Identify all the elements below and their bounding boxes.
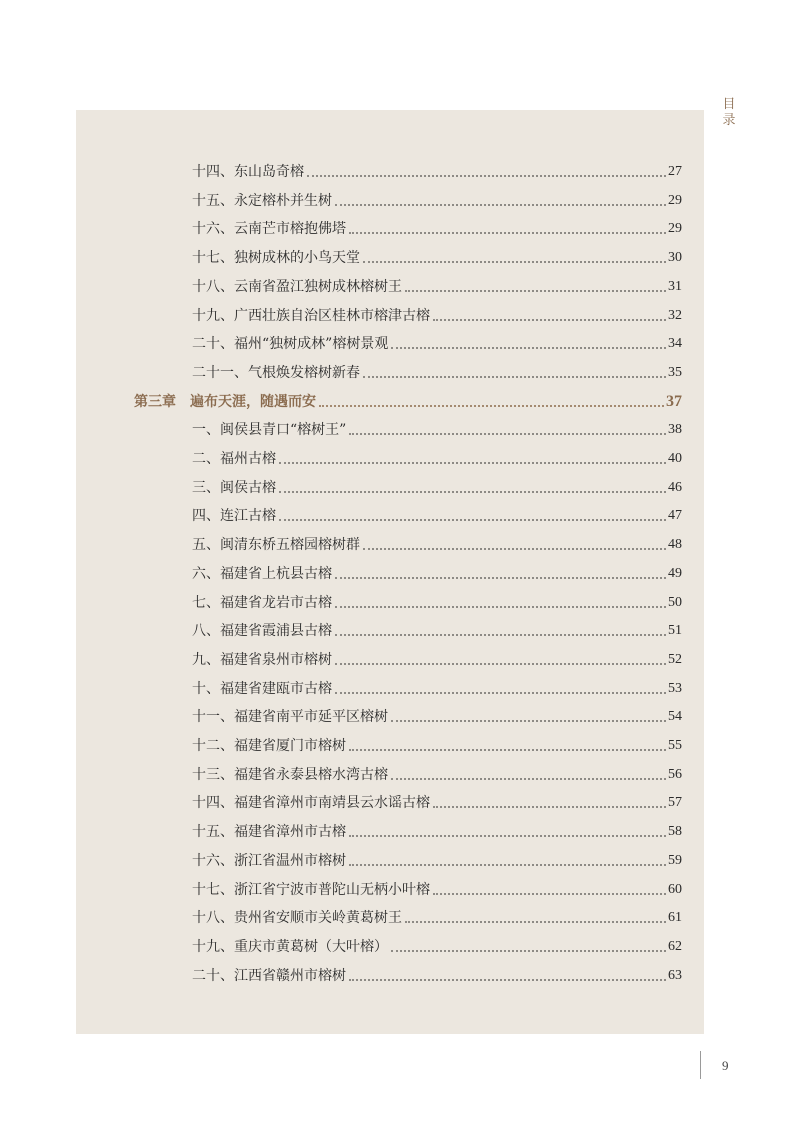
toc-entry-title: 八、福建省霞浦县古榕 <box>192 623 332 640</box>
dot-leader <box>335 663 666 665</box>
toc-entry[interactable] <box>192 735 682 757</box>
toc-entry[interactable] <box>192 706 682 728</box>
toc-entry-title: 四、连江古榕 <box>192 508 276 525</box>
toc-entry[interactable] <box>192 305 682 327</box>
toc-entry-page: 58 <box>668 824 682 840</box>
side-label-char: 录 <box>722 113 736 128</box>
toc-entry-page: 53 <box>668 680 682 696</box>
dot-leader <box>391 950 666 952</box>
toc-entry-title: 七、福建省龙岩市古榕 <box>192 594 332 611</box>
toc-entry-title: 十、福建省建瓯市古榕 <box>192 680 332 697</box>
dot-leader <box>335 634 666 636</box>
toc-entry[interactable] <box>192 678 682 700</box>
toc-entry[interactable] <box>192 907 682 929</box>
toc-entry-page: 52 <box>668 651 682 667</box>
toc-entry-title: 十六、浙江省温州市榕树 <box>192 852 346 869</box>
dot-leader <box>433 806 666 808</box>
dot-leader <box>433 893 666 895</box>
toc-entry-title: 十八、贵州省安顺市关岭黄葛树王 <box>192 910 402 927</box>
toc-entry-page: 46 <box>668 479 682 495</box>
toc-entry[interactable] <box>192 448 682 470</box>
toc-entry-page: 49 <box>668 565 682 581</box>
dot-leader <box>349 864 666 866</box>
toc-entry[interactable] <box>192 792 682 814</box>
toc-entry[interactable] <box>192 505 682 527</box>
dot-leader <box>349 232 666 234</box>
dot-leader <box>349 835 666 837</box>
toc-entry-title: 十八、云南省盈江独树成林榕树王 <box>192 278 402 295</box>
toc-entry-page: 40 <box>668 451 682 466</box>
toc-entry[interactable] <box>192 563 682 585</box>
toc-entry[interactable] <box>192 161 682 183</box>
toc-entry-page: 47 <box>668 508 682 524</box>
toc-entry-page: 35 <box>668 364 682 380</box>
dot-leader <box>335 577 666 579</box>
toc-entry-page: 30 <box>668 250 682 266</box>
toc-entry-title: 三、闽侯古榕 <box>192 479 276 496</box>
toc-entry-page: 48 <box>668 537 682 553</box>
dot-leader <box>335 692 666 694</box>
dot-leader <box>335 204 666 206</box>
toc-entry-title: 二十、江西省赣州市榕树 <box>192 967 346 984</box>
toc-entry[interactable] <box>192 534 682 556</box>
toc-entry-page: 54 <box>668 709 682 725</box>
toc-entry[interactable] <box>192 879 682 901</box>
toc-entry-title: 第三章 遍布天涯，随遇而安 <box>134 393 316 410</box>
toc-entry[interactable] <box>192 764 682 786</box>
toc-entry-title: 九、福建省泉州市榕树 <box>192 651 332 668</box>
toc-entry[interactable] <box>192 190 682 212</box>
toc-entry-title: 二、福州古榕 <box>192 451 276 467</box>
toc-entry-title: 十六、云南芒市榕抱佛塔 <box>192 221 346 238</box>
toc-entry-title: 十七、独树成林的小鸟天堂 <box>192 250 360 267</box>
dot-leader <box>391 778 666 780</box>
page-number: 9 <box>722 1058 729 1073</box>
dot-leader <box>363 376 666 378</box>
footer-divider <box>700 1051 701 1079</box>
toc-entry-page: 50 <box>668 594 682 610</box>
dot-leader <box>279 519 666 521</box>
toc-entry[interactable] <box>192 592 682 614</box>
toc-entry[interactable] <box>192 333 682 355</box>
toc-entry[interactable] <box>192 419 682 441</box>
toc-entry-page: 37 <box>666 392 682 410</box>
toc-entry[interactable] <box>192 362 682 384</box>
toc-entry-page: 29 <box>668 192 682 208</box>
toc-entry-title: 十五、永定榕朴并生树 <box>192 192 332 209</box>
toc-entry-title: 十二、福建省厦门市榕树 <box>192 738 346 754</box>
dot-leader <box>349 749 666 751</box>
toc-entry[interactable] <box>192 965 682 987</box>
toc-entry-title: 二十、福州“独树成林”榕树景观 <box>192 336 389 353</box>
dot-leader <box>363 548 666 550</box>
toc-entry-page: 34 <box>668 336 682 352</box>
toc-entry[interactable] <box>192 649 682 671</box>
toc-entry-title: 十四、东山岛奇榕 <box>192 164 304 180</box>
toc-entry-page: 27 <box>668 164 682 179</box>
toc-entry-title: 十一、福建省南平市延平区榕树 <box>192 709 388 726</box>
toc-entry-page: 32 <box>668 307 682 323</box>
toc-entry-title: 十三、福建省永泰县榕水湾古榕 <box>192 766 388 783</box>
dot-leader <box>279 491 666 493</box>
toc-entry-page: 51 <box>668 623 682 639</box>
toc-entry-page: 60 <box>668 881 682 897</box>
toc-entry-page: 29 <box>668 221 682 237</box>
toc-entry-page: 63 <box>668 967 682 983</box>
toc-entry[interactable] <box>192 247 682 269</box>
toc-entry[interactable] <box>192 821 682 843</box>
dot-leader <box>363 261 666 263</box>
toc-entry-page: 57 <box>668 795 682 811</box>
toc-chapter-entry[interactable] <box>134 391 682 413</box>
dot-leader <box>307 175 666 177</box>
toc-entry-page: 61 <box>668 910 682 926</box>
side-section-label <box>722 97 736 129</box>
toc-entry[interactable] <box>192 477 682 499</box>
toc-entry-page: 38 <box>668 422 682 438</box>
side-label-char: 目 <box>722 97 736 112</box>
toc-panel <box>76 110 704 1034</box>
toc-entry[interactable] <box>192 850 682 872</box>
dot-leader <box>349 979 666 981</box>
dot-leader <box>349 433 666 435</box>
dot-leader <box>319 405 664 407</box>
toc-entry-page: 62 <box>668 938 682 954</box>
toc-entry-title: 二十一、气根焕发榕树新春 <box>192 364 360 381</box>
dot-leader <box>335 606 666 608</box>
dot-leader <box>433 319 666 321</box>
toc-entry-title: 十五、福建省漳州市古榕 <box>192 824 346 841</box>
toc-entry-title: 十七、浙江省宁波市普陀山无柄小叶榕 <box>192 881 430 898</box>
toc-entry-title: 十九、重庆市黄葛树（大叶榕） <box>192 938 388 955</box>
toc-entry[interactable] <box>192 936 682 958</box>
dot-leader <box>405 290 666 292</box>
toc-entry-page: 31 <box>668 278 682 294</box>
toc-entry-title: 十九、广西壮族自治区桂林市榕津古榕 <box>192 307 430 324</box>
toc-entry[interactable] <box>192 276 682 298</box>
toc-entry-title: 六、福建省上杭县古榕 <box>192 565 332 582</box>
toc-entry-title: 五、闽清东桥五榕园榕树群 <box>192 537 360 554</box>
toc-entry-page: 56 <box>668 766 682 782</box>
dot-leader <box>391 347 666 349</box>
toc-entry-page: 59 <box>668 852 682 868</box>
toc-entry[interactable] <box>192 218 682 240</box>
toc-entry[interactable] <box>192 620 682 642</box>
toc-entry-title: 一、闽侯县青口“榕树王” <box>192 422 347 439</box>
toc-entry-title: 十四、福建省漳州市南靖县云水谣古榕 <box>192 795 430 812</box>
toc-entry-page: 55 <box>668 738 682 753</box>
dot-leader <box>405 921 666 923</box>
dot-leader <box>279 462 666 464</box>
dot-leader <box>391 720 666 722</box>
